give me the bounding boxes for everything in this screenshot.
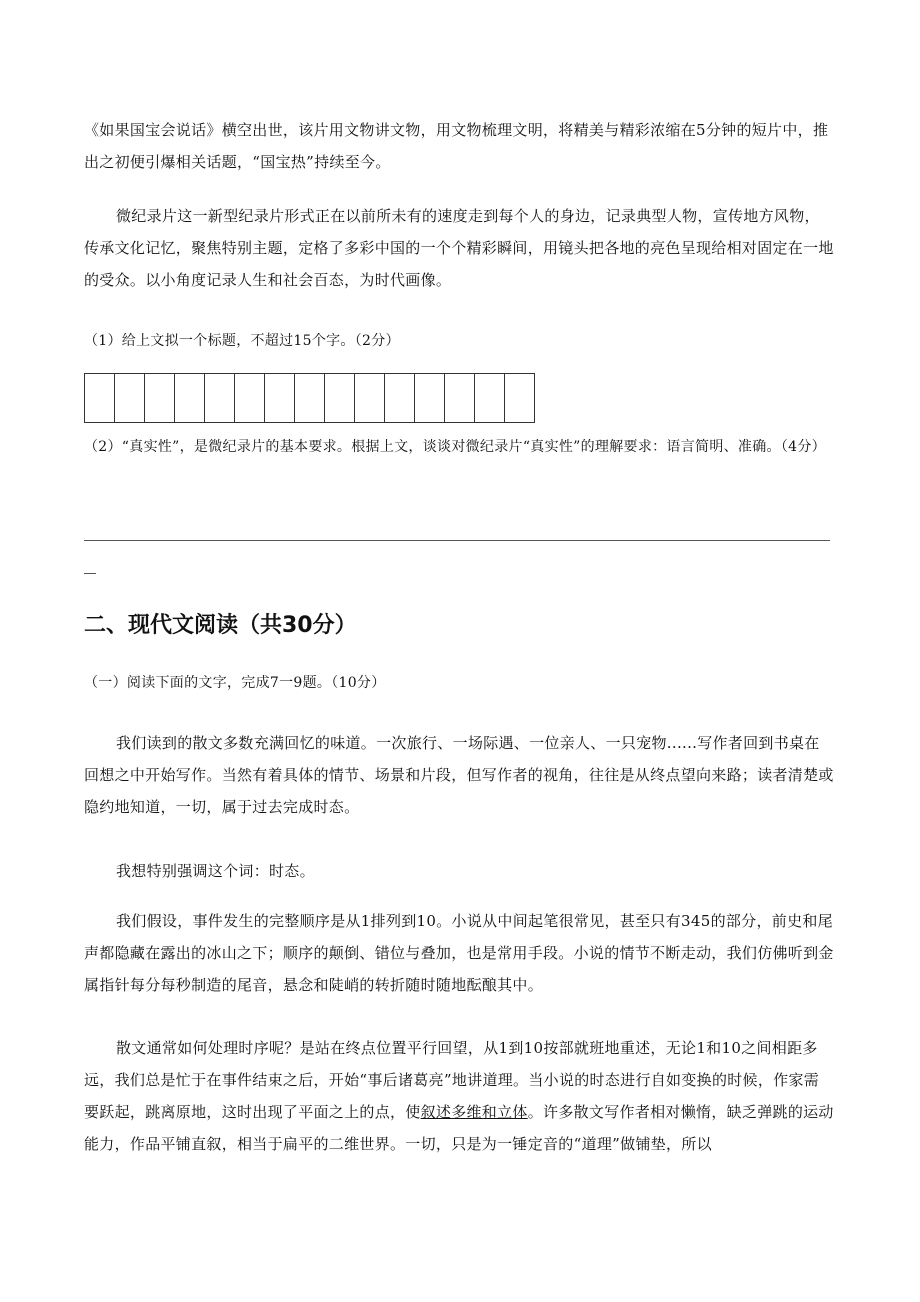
essay-paragraph-3: 我们假设，事件发生的完整顺序是从1排列到10。小说从中间起笔很常见，甚至只有345的部分，前史和尾声都隐藏在露出的冰山之下；顺序的颠倒、错位与叠加，也是常用手段。小说的情节不断走动，我们仿佛听到金属指针每分每秒制造的尾音，悬念和陡峭的转折随时随地酝酿其中。 xyxy=(84,912,834,994)
answer-line[interactable] xyxy=(84,540,830,541)
question-1: （1）给上文拟一个标题，不超过15个字。（2分） xyxy=(84,333,400,349)
grid-cell[interactable] xyxy=(235,373,265,423)
grid-cell[interactable] xyxy=(85,373,115,423)
grid-cell[interactable] xyxy=(145,373,175,423)
answer-line-tail xyxy=(84,573,96,574)
grid-cell[interactable] xyxy=(445,373,475,423)
grid-cell[interactable] xyxy=(415,373,445,423)
micro-documentary-paragraph: 微纪录片这一新型纪录片形式正在以前所未有的速度走到每个人的身边，记录典型人物，宣传地方风物，传承文化记忆，聚焦特别主题，定格了多彩中国的一个个精彩瞬间，用镜头把各地的亮色呈现给相对固定在一地的受众。以小角度记录人生和社会百态，为时代画像。 xyxy=(84,207,834,289)
underlined-phrase: 叙述多维和立体 xyxy=(420,1103,528,1121)
answer-grid[interactable] xyxy=(84,373,535,423)
section-heading: 二、现代文阅读（共30分） xyxy=(84,613,357,638)
question-2: （2）“真实性”，是微纪录片的基本要求。根据上文，谈谈对微纪录片“真实性”的理解要求：语言简明、准确。（4分） xyxy=(84,439,826,455)
grid-cell[interactable] xyxy=(475,373,505,423)
grid-cell[interactable] xyxy=(355,373,385,423)
essay-paragraph-1: 我们读到的散文多数充满回忆的味道。一次旅行、一场际遇、一位亲人、一只宠物......写作者回到书桌在回想之中开始写作。当然有着具体的情节、场景和片段，但写作者的视角，往往是从终点望向来路；读者清楚或隐约地知道，一切，属于过去完成时态。 xyxy=(84,734,834,816)
grid-cell[interactable] xyxy=(325,373,355,423)
grid-cell[interactable] xyxy=(205,373,235,423)
essay-paragraph-2: 我想特别强调这个词：时态。 xyxy=(116,862,315,880)
grid-cell[interactable] xyxy=(385,373,415,423)
grid-cell[interactable] xyxy=(505,373,535,423)
essay-paragraph-4 xyxy=(84,1032,834,1160)
subsection-instruction: （一）阅读下面的文字，完成7一9题。（10分） xyxy=(84,675,386,691)
essay-p4-text-end: 。许多散文写作者相对懒惰，缺乏弹跳的运动能力，作品平铺直叙，相当于扁平的二维世界。一切，只是为一锤定音的“道理”做铺垫，所以 xyxy=(84,1103,834,1153)
grid-cell[interactable] xyxy=(115,373,145,423)
essay-p4-text: 散文通常如何处理时序呢？是站在终点位置平行回望，从1到10按部就班地重述，无论1和10之间相距多远，我们总是忙于在事件结束之后，开始“事后诸葛亮”地讲道理。当小说的时态进行自如变换的时候，作家需要跃起，跳离原地，这时出现了平面之上的点，使 xyxy=(84,1039,820,1121)
grid-cell[interactable] xyxy=(265,373,295,423)
intro-paragraph-end: 《如果国宝会说话》横空出世，该片用文物讲文物，用文物梳理文明，将精美与精彩浓缩在5分钟的短片中，推出之初便引爆相关话题，“国宝热”持续至今。 xyxy=(84,121,829,171)
grid-cell[interactable] xyxy=(175,373,205,423)
grid-cell[interactable] xyxy=(295,373,325,423)
